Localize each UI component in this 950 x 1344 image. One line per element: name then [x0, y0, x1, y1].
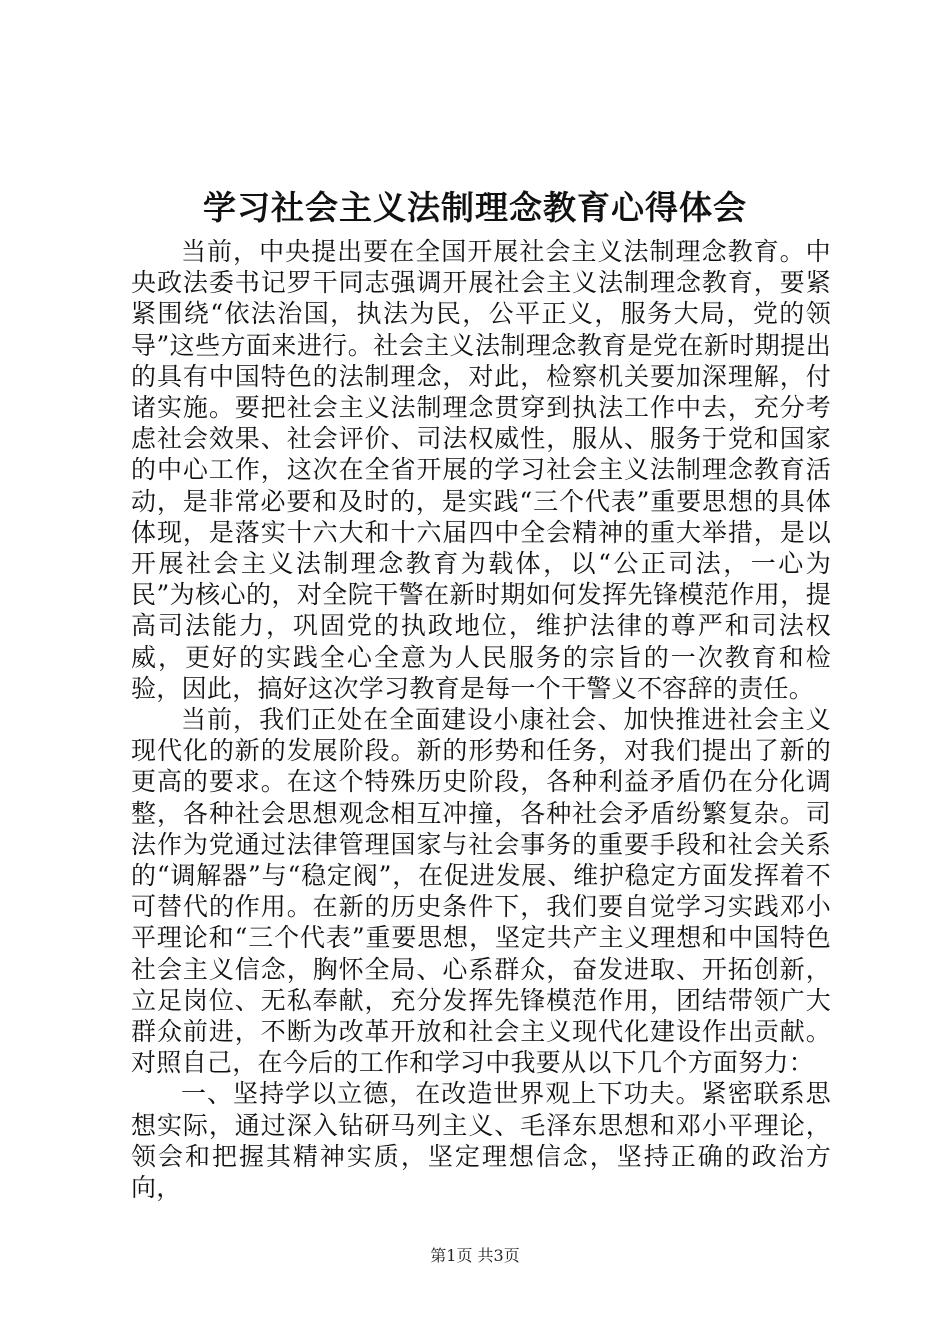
paragraph-context: 当前，我们正处在全面建设小康社会、加快推进社会主义现代化的新的发展阶段。新的形势和任务，对我们提出了新的更高的要求。在这个特殊历史阶段，各种利益矛盾仍在分化调整，各种社会思想观念相互冲撞，各种社会矛盾纷繁复杂。司法作为党通过法律管理国家与社会事务的重要手段和社会关系的“调解器”与“稳定阀”，在促进发展、维护稳定方面发挥着不可替代的作用。在新的历史条件下，我们要自觉学习实践邓小平理论和“三个代表”重要思想，坚定共产主义理想和中国特色社会主义信念，胸怀全局、心系群众，奋发进取、开拓创新，立足岗位、无私奉献，充分发挥先锋模范作用，团结带领广大群众前进，不断为改革开放和社会主义现代化建设作出贡献。对照自己，在今后的工作和学习中我要从以下几个方面努力： — [131, 705, 831, 1078]
document-body — [131, 236, 831, 1203]
document-title: 学习社会主义法制理念教育心得体会 — [203, 188, 747, 227]
paragraph-intro: 当前，中央提出要在全国开展社会主义法制理念教育。中央政法委书记罗干同志强调开展社会主义法制理念教育，要紧紧围绕“依法治国，执法为民，公平正义，服务大局，党的领导”这些方面来进行。社会主义法制理念教育是党在新时期提出的具有中国特色的法制理念，对此，检察机关要加深理解，付诸实施。要把社会主义法制理念贯穿到执法工作中去，充分考虑社会效果、社会评价、司法权威性，服从、服务于党和国家的中心工作，这次在全省开展的学习社会主义法制理念教育活动，是非常必要和及时的，是实践“三个代表”重要思想的具体体现，是落实十六大和十六届四中全会精神的重大举措，是以开展社会主义法制理念教育为载体，以“公正司法，一心为民”为核心的，对全院干警在新时期如何发挥先锋模范作用，提高司法能力，巩固党的执政地位，维护法律的尊严和司法权威，更好的实践全心全意为人民服务的宗旨的一次教育和检验，因此，搞好这次学习教育是每一个干警义不容辞的责任。 — [131, 237, 831, 703]
paragraph-point-one: 一、坚持学以立德，在改造世界观上下功夫。紧密联系思想实际，通过深入钻研马列主义、毛泽东思想和邓小平理论，领会和把握其精神实质，坚定理想信念，坚持正确的政治方向， — [131, 1079, 831, 1203]
page-footer: 第1页 共3页 — [430, 1246, 520, 1265]
